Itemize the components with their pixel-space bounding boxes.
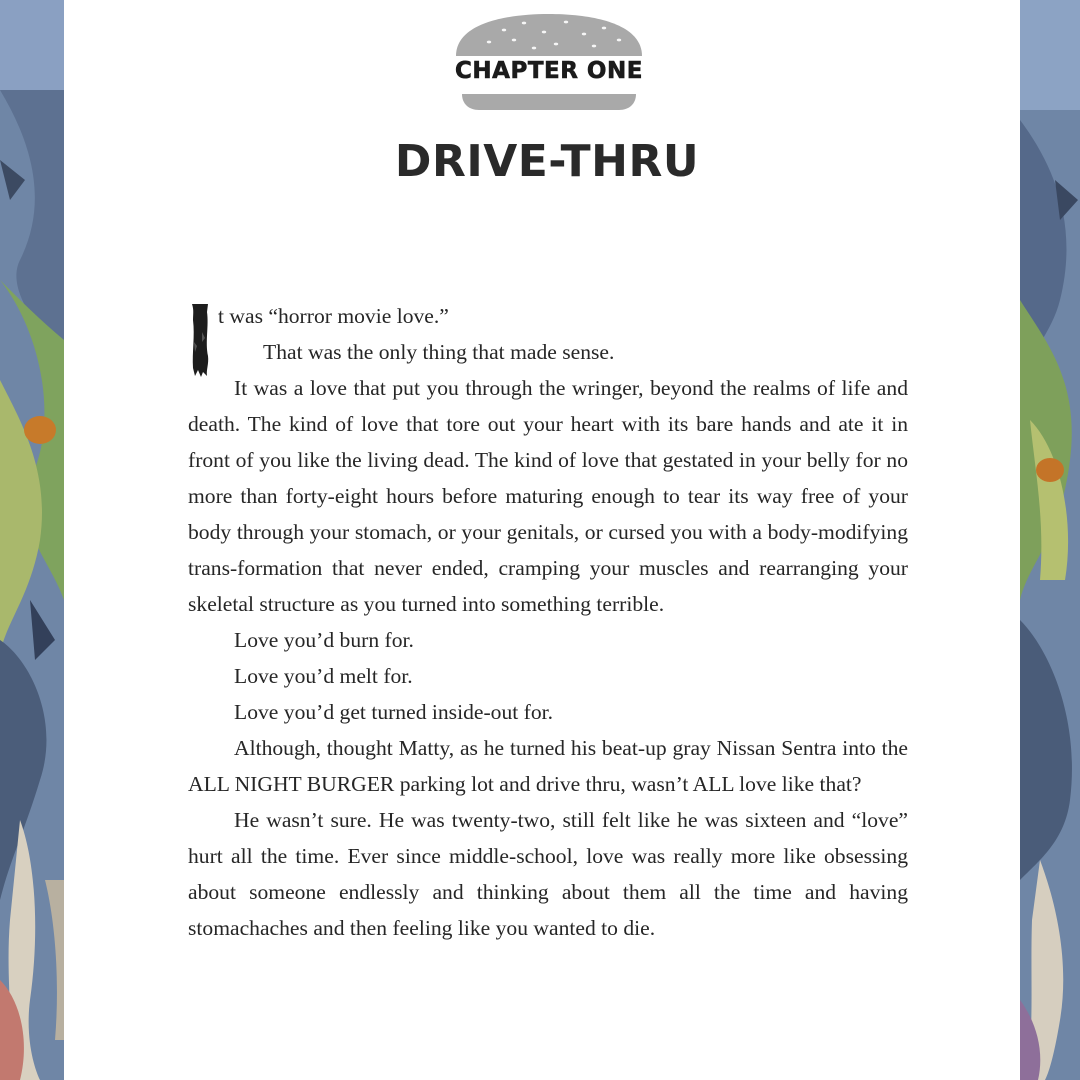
left-cover-art bbox=[0, 0, 64, 1080]
drop-cap-text: I bbox=[188, 302, 189, 303]
paragraph: Love you’d burn for. bbox=[234, 628, 414, 652]
chapter-badge bbox=[444, 10, 654, 114]
paragraph: Love you’d melt for. bbox=[234, 664, 413, 688]
book-page bbox=[64, 0, 1020, 1080]
paragraph: He wasn’t sure. He was twenty-two, still felt like he was sixteen and “love” hurt all the time. Ever since middle-school, love was really more like obsessing about someone endlessly and thinking about them all the time and having stomachaches and then feeling like you wanted to die. bbox=[188, 808, 908, 940]
paragraph: That was the only thing that made sense. bbox=[263, 340, 615, 364]
chapter-label: CHAPTER ONE bbox=[455, 58, 643, 84]
chapter-body-text bbox=[188, 298, 908, 946]
chapter-title: DRIVE-THRU bbox=[394, 136, 700, 187]
paragraph: Love you’d get turned inside-out for. bbox=[234, 700, 554, 724]
paragraph: It was a love that put you through the wringer, beyond the realms of life and death. The kind of love that tore out your heart with its bare hands and ate it in front of you like the living dead. The kind of love that gestated in your belly for no more than forty-eight hours before maturing enough to tear its way free of your body through your stomach, or your genitals, or cursed you with a body-modifying trans-formation that never ended, cramping your muscles and rearranging your skeletal structure as you turned into something terrible. bbox=[188, 376, 908, 616]
left-art-illustration bbox=[0, 0, 64, 1080]
paragraph-opening: t was “horror movie love.” bbox=[218, 304, 449, 328]
paragraph: Although, thought Matty, as he turned his beat-up gray Nissan Sentra into the ALL NIGHT BURGER parking lot and drive thru, wasn’t ALL love like that? bbox=[188, 736, 908, 796]
